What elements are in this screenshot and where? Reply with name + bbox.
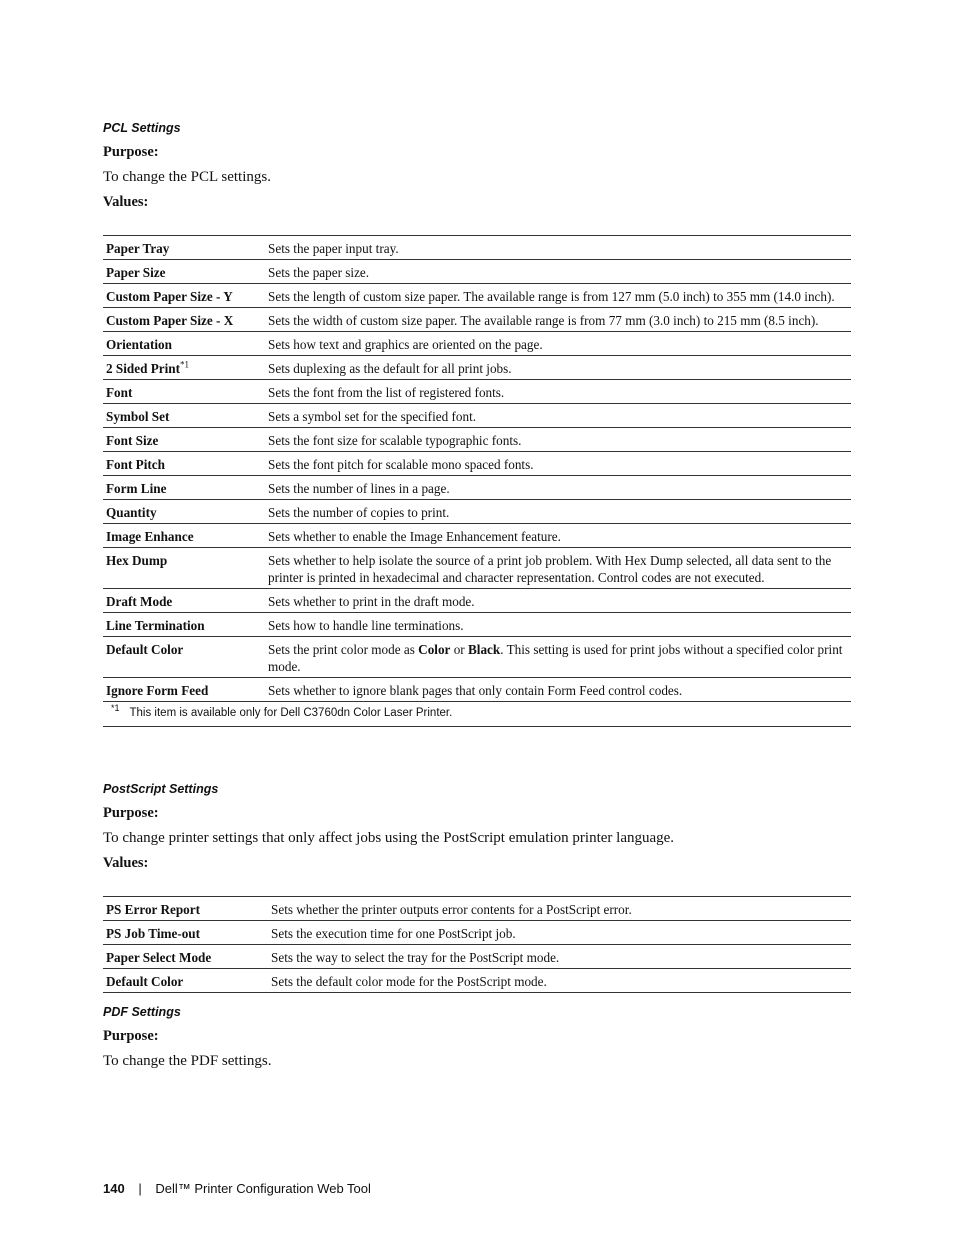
description-text: Sets the paper input tray. [268, 241, 399, 256]
pcl-purpose-label: Purpose: [103, 144, 159, 160]
pdf-purpose-label: Purpose: [103, 1028, 159, 1044]
setting-name [103, 260, 265, 284]
setting-description [268, 921, 851, 945]
postscript-values-label: Values: [103, 855, 149, 871]
setting-name-text: Custom Paper Size - X [106, 313, 234, 328]
description-text: Sets the execution time for one PostScript job. [271, 926, 516, 941]
setting-description [265, 678, 851, 702]
setting-name-text: Line Termination [106, 618, 205, 633]
table-row [103, 356, 851, 380]
description-text: Sets the paper size. [268, 265, 370, 280]
setting-name [103, 921, 268, 945]
footnote-marker: *1 [111, 703, 120, 714]
setting-name-text: Quantity [106, 505, 157, 520]
table-row [103, 236, 851, 260]
description-text: Sets the number of lines in a page. [268, 481, 450, 496]
description-text: Sets the font pitch for scalable mono spaced fonts. [268, 457, 534, 472]
setting-name-text: Ignore Form Feed [106, 683, 209, 698]
description-part: . This setting is used for print jobs without a specified color print mode. [268, 642, 843, 674]
table-row [103, 476, 851, 500]
setting-name [103, 897, 268, 921]
description-text: Sets the font size for scalable typographic fonts. [268, 433, 522, 448]
setting-name [103, 404, 265, 428]
description-text: Sets the font from the list of registered fonts. [268, 385, 505, 400]
postscript-values-table [103, 896, 851, 993]
setting-name [103, 589, 265, 613]
page-number: 140 [103, 1181, 125, 1196]
table-row [103, 524, 851, 548]
setting-name [103, 969, 268, 993]
setting-name [103, 308, 265, 332]
setting-name [103, 613, 265, 637]
description-text: Sets the way to select the tray for the PostScript mode. [271, 950, 560, 965]
setting-name-text: Orientation [106, 337, 172, 352]
table-row [103, 332, 851, 356]
setting-description [265, 637, 851, 678]
setting-name [103, 284, 265, 308]
setting-description [265, 476, 851, 500]
setting-name [103, 236, 265, 260]
setting-name [103, 356, 265, 380]
table-row [103, 404, 851, 428]
setting-name-text: Paper Size [106, 265, 166, 280]
description-part: or [450, 642, 468, 657]
table-row [103, 613, 851, 637]
table-row [103, 500, 851, 524]
table-row [103, 308, 851, 332]
setting-description [265, 548, 851, 589]
description-part: Color [418, 642, 451, 657]
table-row [103, 969, 851, 993]
pcl-settings-heading: PCL Settings [103, 121, 181, 135]
postscript-purpose-label: Purpose: [103, 805, 159, 821]
setting-name-text: Form Line [106, 481, 167, 496]
setting-name-text: 2 Sided Print [106, 361, 181, 376]
description-text: Sets how to handle line terminations. [268, 618, 464, 633]
setting-description [265, 308, 851, 332]
footnote-row [103, 702, 851, 727]
description-text: Sets the width of custom size paper. The available range is from 77 mm (3.0 inch) to 215 mm (8.5 inch). [268, 313, 819, 328]
table-row [103, 428, 851, 452]
table-row [103, 637, 851, 678]
footnote-marker: *1 [180, 359, 190, 370]
table-row [103, 921, 851, 945]
setting-name-text: Default Color [106, 974, 184, 989]
description-text: Sets a symbol set for the specified font. [268, 409, 477, 424]
table-row [103, 260, 851, 284]
description-part: Sets the print color mode as [268, 642, 419, 657]
footnote [103, 702, 851, 727]
setting-name-text: Font Size [106, 433, 159, 448]
footnote-text: This item is available only for Dell C3760dn Color Laser Printer. [129, 707, 453, 719]
setting-name [103, 428, 265, 452]
setting-name [103, 452, 265, 476]
setting-description [265, 332, 851, 356]
setting-name-text: Hex Dump [106, 553, 168, 568]
setting-description [265, 589, 851, 613]
table-row [103, 284, 851, 308]
setting-description [265, 380, 851, 404]
description-text: Sets the number of copies to print. [268, 505, 450, 520]
setting-name [103, 637, 265, 678]
setting-name [103, 380, 265, 404]
setting-name-text: Font Pitch [106, 457, 165, 472]
table-row [103, 548, 851, 589]
setting-name [103, 332, 265, 356]
setting-description [265, 284, 851, 308]
setting-description [265, 356, 851, 380]
setting-description [265, 404, 851, 428]
table-row [103, 380, 851, 404]
pcl-purpose-text: To change the PCL settings. [103, 169, 271, 185]
setting-name-text: Symbol Set [106, 409, 170, 424]
setting-name [103, 500, 265, 524]
setting-name-text: Paper Tray [106, 241, 170, 256]
setting-name-text: PS Job Time-out [106, 926, 201, 941]
setting-name-text: Image Enhance [106, 529, 194, 544]
description-text: Sets whether to print in the draft mode. [268, 594, 475, 609]
footer-doc-title: Dell™ Printer Configuration Web Tool [155, 1181, 371, 1196]
postscript-settings-heading: PostScript Settings [103, 782, 219, 796]
pdf-purpose-text: To change the PDF settings. [103, 1053, 272, 1069]
setting-description [265, 613, 851, 637]
setting-description [265, 236, 851, 260]
setting-name-text: PS Error Report [106, 902, 201, 917]
pcl-values-label: Values: [103, 194, 149, 210]
setting-name-text: Draft Mode [106, 594, 173, 609]
setting-description [268, 897, 851, 921]
setting-name-text: Default Color [106, 642, 184, 657]
setting-name-text: Paper Select Mode [106, 950, 212, 965]
page-footer [103, 1181, 371, 1196]
setting-description [268, 969, 851, 993]
setting-description [265, 500, 851, 524]
table-row [103, 452, 851, 476]
setting-description [265, 452, 851, 476]
description-text: Sets the length of custom size paper. The available range is from 127 mm (5.0 inch) to 355 mm (14.0 inch). [268, 289, 835, 304]
description-text: Sets whether to enable the Image Enhancement feature. [268, 529, 561, 544]
setting-name-text: Font [106, 385, 133, 400]
description-text: Sets the default color mode for the PostScript mode. [271, 974, 547, 989]
setting-name [103, 945, 268, 969]
table-row [103, 897, 851, 921]
description-text: Sets whether the printer outputs error contents for a PostScript error. [271, 902, 632, 917]
table-row [103, 678, 851, 702]
pcl-values-table [103, 235, 851, 727]
setting-name [103, 476, 265, 500]
footer-separator: | [138, 1181, 142, 1196]
postscript-purpose-text: To change printer settings that only affect jobs using the PostScript emulation printer language. [103, 830, 675, 846]
setting-name [103, 548, 265, 589]
setting-description [265, 260, 851, 284]
setting-description [265, 428, 851, 452]
description-text: Sets how text and graphics are oriented on the page. [268, 337, 543, 352]
setting-description [268, 945, 851, 969]
table-row [103, 589, 851, 613]
description-part: Black [468, 642, 501, 657]
setting-name-text: Custom Paper Size - Y [106, 289, 233, 304]
table-row [103, 945, 851, 969]
setting-name [103, 678, 265, 702]
description-text: Sets whether to ignore blank pages that only contain Form Feed control codes. [268, 683, 683, 698]
pdf-settings-heading: PDF Settings [103, 1005, 181, 1019]
setting-description [265, 524, 851, 548]
setting-name [103, 524, 265, 548]
description-text: Sets whether to help isolate the source of a print job problem. With Hex Dump selected, all data sent to the printer is printed in hexadecimal and character representation. Control codes are not executed. [268, 553, 832, 585]
description-text: Sets duplexing as the default for all print jobs. [268, 361, 512, 376]
